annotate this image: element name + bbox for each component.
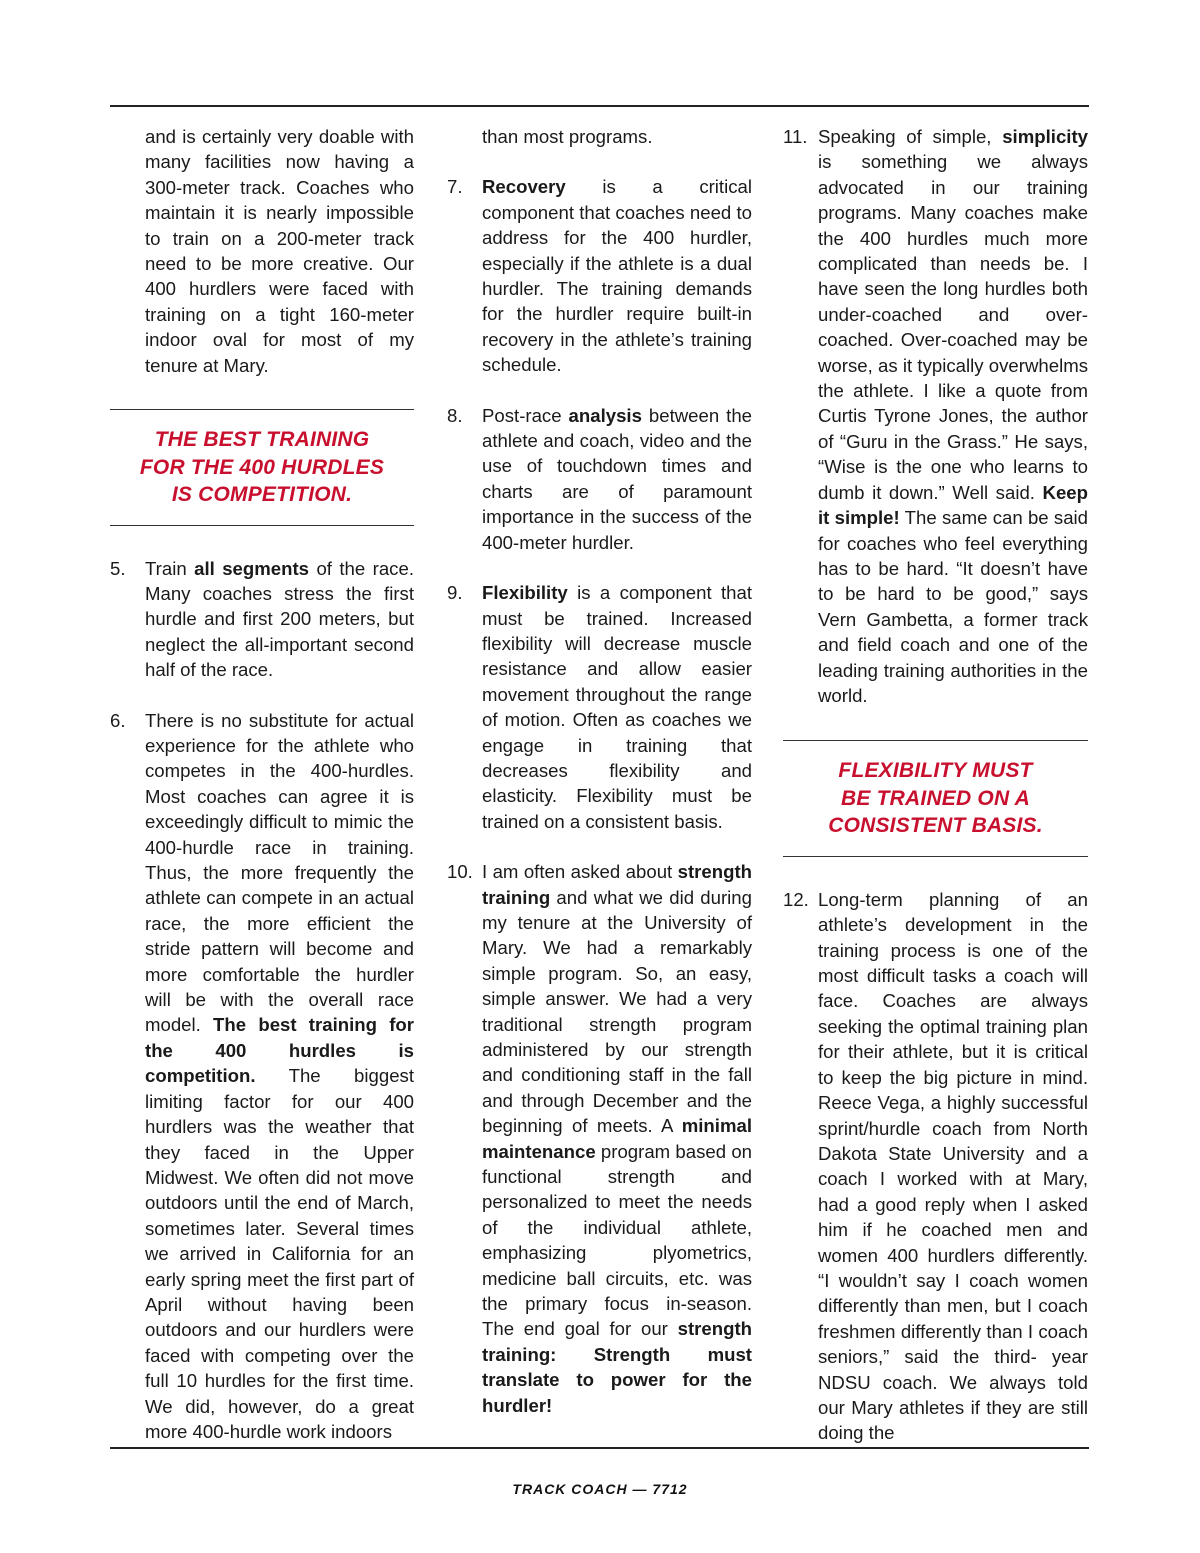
item-text: The same can be said for coaches who feel everything has to be hard. “It doesn’t have to be hard to be good,” says Vern Gambetta, a former track and field coach and one of the leading training authorities in the world. [818, 507, 1089, 706]
item-emphasis: simplicity [1002, 126, 1088, 147]
item-emphasis: analysis [568, 404, 642, 426]
item-number: 6. [110, 709, 126, 731]
item-text: Post-race [482, 404, 569, 426]
item-text: Long-term planning of an athlete’s development in the training process is one of the most difficult tasks a coach will face. Coaches are always seeking the optimal training plan for their athlete, but it is critical to keep the big picture in mind. Reece Vega, a highly successful sprint/hurdle coach from North Dakota State University and a coach I worked with at Mary, had a good reply when I asked him if he coached men and women 400 hurdlers differently. “I wouldn’t say I coach women differently than men, but I coach freshmen differently than I coach seniors,” said the third- year NDSU coach. We always told our Mary athletes if they are still doing the [818, 888, 1088, 1444]
list-item-7 [447, 174, 752, 377]
item-emphasis: Flexibility [482, 582, 568, 604]
item-emphasis: The best training for the 400 hurdles is competition. [145, 1014, 414, 1087]
list-item-10 [447, 859, 752, 1418]
pull-quote-line: FLEXIBILITY MUST [838, 759, 1033, 783]
list-item-8 [447, 403, 752, 555]
pull-quote-competition [110, 409, 414, 526]
pull-quote-line: IS COMPETITION. [171, 483, 353, 507]
item-number: 11. [783, 126, 808, 147]
item-number: 12. [783, 888, 809, 910]
item-text: and what we did during my tenure at the University of Mary. We had a remarkably simple program. So, an easy, simple answer. We had a very traditional strength program administered by our strength and conditioning staff in the fall and through December and the beginning of meets. A [482, 886, 752, 1137]
item-emphasis: Recovery [482, 176, 566, 198]
item-number: 7. [447, 176, 463, 198]
list-item-6 [110, 708, 414, 1445]
list-item-11 [783, 124, 1088, 708]
pull-quote-line: CONSISTENT BASIS. [828, 814, 1043, 838]
item-text: I am often asked about [482, 861, 678, 883]
item-text: The biggest limiting factor for our 400 hurdlers was the weather that they faced in the Upper Midwest. We often did not move outdoors until the end of March, sometimes later. Several times we arrived in California for an early spring meet the first part of April without having been outdoors and our hurdlers were faced with competing over the full 10 hurdles for the first time. We did, however, do a great more 400-hurdle work indoors [145, 1065, 414, 1442]
item-emphasis: minimal maintenance [482, 1115, 752, 1162]
list-item-5 [110, 556, 414, 683]
column-2 [447, 124, 752, 1418]
pull-quote-line: FOR THE 400 HURDLES [139, 455, 385, 479]
item-emphasis: Keep it simple! [818, 481, 1088, 529]
top-rule [110, 105, 1089, 107]
col1-intro: and is certainly very doable with many facilities now having a 300-meter track. Coaches who maintain it is nearly impossible to train on a 200-meter track need to be more creative. Our 400 hurdlers were faced with training on a tight 160-meter indoor oval for most of my tenure at Mary. [145, 126, 414, 376]
item-emphasis: all segments [194, 557, 310, 579]
column-3 [783, 124, 1088, 1446]
list-item-9 [447, 580, 752, 834]
item-text: There is no substitute for actual experience for the athlete who competes in the 400-hurdles. Most coaches can agree it is exceedingly difficult to mimic the 400-hurdle race in training. Thus, the more frequently the athlete can compete in an actual race, the more efficient the stride pattern will become and more comfortable the hurdler will be with the overall race model. [145, 709, 414, 1036]
pull-quote-line: THE BEST TRAINING [154, 428, 370, 452]
pull-quote-flexibility [783, 740, 1088, 857]
item-number: 10. [447, 861, 473, 883]
list-item-12 [783, 887, 1088, 1446]
item-text: program based on functional strength and personalized to meet the needs of the individual athlete, emphasizing plyometrics, medicine ball circuits, etc. was the primary focus in-season. The end goal for our [482, 1140, 752, 1340]
column-1 [110, 124, 414, 1444]
page-footer: TRACK COACH — 7712 [512, 1481, 688, 1497]
item-text: is something we always advocated in our training programs. Many coaches make the 400 hurdles much more complicated than needs be. I have seen the long hurdles both under-coached and over-coached. Over-coached may be worse, as it typically overwhelms the athlete. I like a quote from Curtis Tyrone Jones, the author of “Guru in the Grass.” He says, “Wise is the one who learns to dumb it down.” Well said. [818, 151, 1088, 503]
item-text: Speaking of simple, [818, 126, 1003, 147]
item-number: 8. [447, 404, 463, 426]
bottom-rule [110, 1447, 1089, 1449]
item-emphasis: strength training [482, 861, 752, 908]
col2-intro: than most programs. [482, 126, 653, 147]
item-text: between the athlete and coach, video and the use of touchdown times and charts are of paramount importance in the success of the 400-meter hurdler. [482, 404, 752, 553]
pull-quote-line: BE TRAINED ON A [841, 786, 1030, 810]
item-text: Train [145, 557, 195, 579]
item-number: 9. [447, 582, 463, 604]
item-text: is a component that must be trained. Increased flexibility will decrease muscle resistance and allow easier movement throughout the range of motion. Often as coaches we engage in training that decreases flexibility and elasticity. Flexibility must be trained on a consistent basis. [482, 582, 752, 832]
item-text: of the race. Many coaches stress the first hurdle and first 200 meters, but neglect the all-important second half of the race. [145, 557, 414, 681]
item-text: is a critical component that coaches need to address for the 400 hurdler, especially if the athlete is a dual hurdler. The training demands for the hurdler require built-in recovery in the athlete’s training schedule. [482, 176, 752, 376]
item-emphasis: strength training: Strength must translate to power for the hurdler! [482, 1318, 752, 1416]
item-number: 5. [110, 557, 126, 579]
